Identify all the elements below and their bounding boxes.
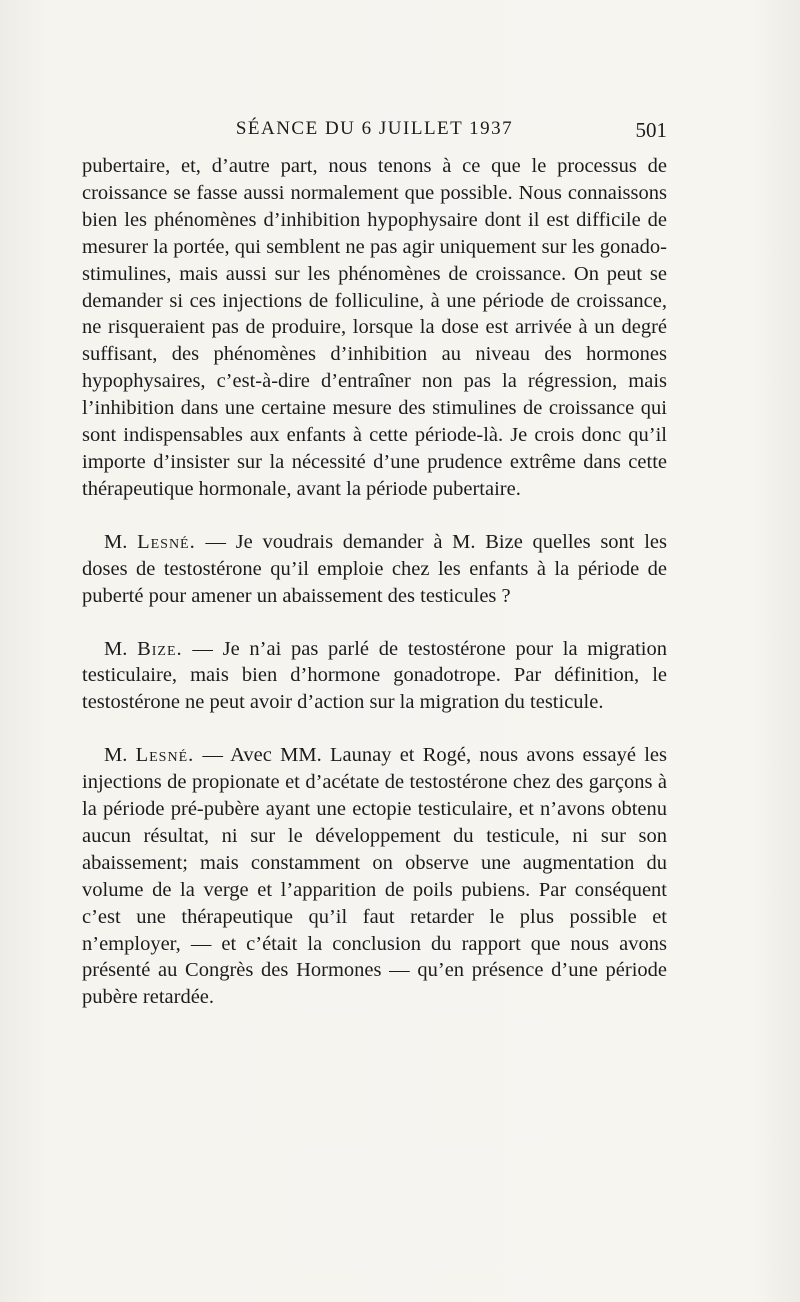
- paragraph-lesne-question: [82, 529, 667, 610]
- running-head: SÉANCE DU 6 JUILLET 1937: [235, 118, 514, 139]
- speaker-prefix: M.: [104, 530, 138, 553]
- paragraph-text: — Je voudrais demander à M. Bize quelles sont les doses de testostérone qu’il emploie chez les enfants à la période de puberté pour amener un abaissement des testicules ?: [82, 530, 667, 607]
- paragraph-text: — Je n’ai pas parlé de testostérone pour la migration testiculaire, mais bien d’hormone gonadotrope. Par définition, le testostérone ne peut avoir d’action sur la migration du testicule.: [82, 637, 667, 714]
- page-header: [82, 118, 667, 148]
- paragraph-bize-answer: [82, 636, 667, 717]
- speaker-prefix: M.: [104, 637, 138, 660]
- paragraph-continuation: [82, 153, 667, 503]
- speaker-name: Lesné.: [137, 530, 196, 553]
- page-number: 501: [635, 118, 667, 142]
- body-text: [82, 153, 667, 1011]
- paragraph-lesne-remark: [82, 742, 667, 1011]
- speaker-name: Bize.: [137, 637, 183, 660]
- speaker-prefix: M.: [104, 744, 136, 767]
- speaker-name: Lesné.: [135, 744, 195, 767]
- paragraph-text: — Avec MM. Launay et Rogé, nous avons essayé les injections de propionate et d’acétate de testostérone chez des garçons à la période pré-pubère ayant une ectopie testiculaire, et n’avons obtenu aucun résultat, ni sur le développement du testicule, ni sur son abaissement; mais constamment on observe une augmentation du volume de la verge et l’apparition de poils pubiens. Par conséquent c’est une thérapeutique qu’il faut retarder le plus possible et n’employer, — et c’était la conclusion du rapport que nous avons présenté au Congrès des Hormones — qu’en présence d’une période pubère retardée.: [82, 744, 667, 1009]
- paragraph-text: pubertaire, et, d’autre part, nous tenons à ce que le processus de croissance se fasse aussi normalement que possible. Nous connaissons bien les phénomènes d’inhibition hypophysaire dont il est difficile de mesurer la portée, qui semblent ne pas agir uniquement sur les gonado-stimulines, mais aussi sur les phénomènes de croissance. On peut se demander si ces injections de folliculine, à une période de croissance, ne risqueraient pas de produire, lorsque la dose est arrivée à un degré suffisant, des phénomènes d’inhibition au niveau des hormones hypophysaires, c’est-à-dire d’entraîner non pas la régression, mais l’inhibition dans une certaine mesure des stimulines de croissance qui sont indispensables aux enfants à cette période-là. Je crois donc qu’il importe d’insister sur la nécessité d’une prudence extrême dans cette thérapeutique hormonale, avant la période pubertaire.: [82, 155, 667, 500]
